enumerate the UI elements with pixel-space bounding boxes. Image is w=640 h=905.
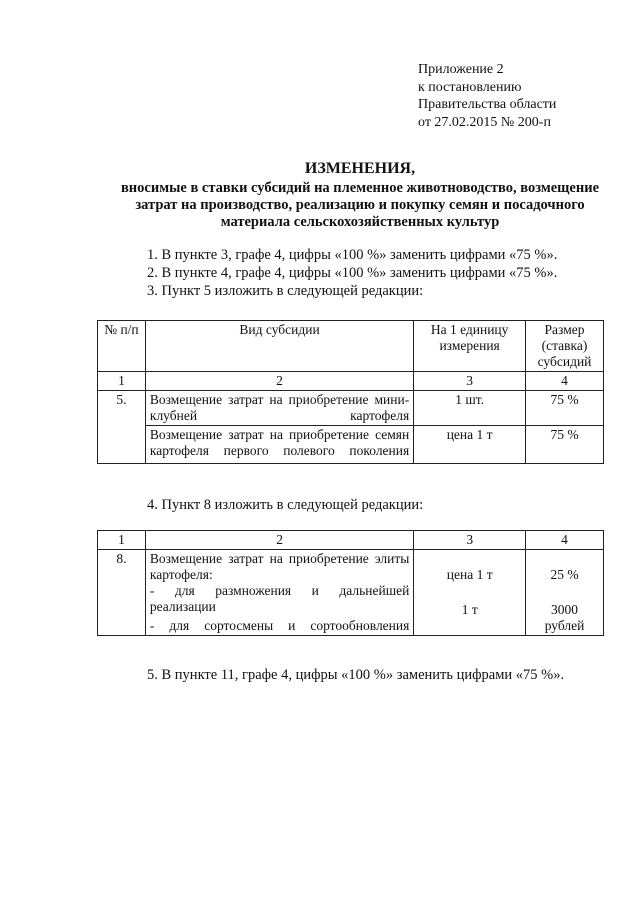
subsidy-description: Возмещение затрат на приобретение элиты картофеля: [149, 551, 410, 582]
title-sub-line: затрат на производство, реализацию и покупку семян и посадочного [135, 197, 585, 213]
table-row [98, 426, 604, 464]
colnum: 4 [526, 372, 604, 391]
change-item: 4. Пункт 8 изложить в следующей редакции: [147, 497, 424, 513]
row-number: 5. [98, 391, 146, 464]
subsidy-description: Возмещение затрат на приобретение семян картофеля первого полевого поколения [145, 426, 413, 464]
rate-value: 3000 рублей [544, 602, 585, 633]
unit-value: цена 1 т [414, 426, 526, 464]
change-item: 1. В пункте 3, графе 4, цифры «100 %» заменить цифрами «75 %». [147, 247, 558, 263]
rate-value: 25 % [550, 567, 579, 582]
table-header-row [98, 321, 604, 372]
colnum: 2 [145, 372, 413, 391]
table-row [98, 391, 604, 426]
rate-value: 75 % [526, 426, 604, 464]
title-sub-line: материала сельскохозяйственных культур [220, 214, 500, 230]
subsidy-table-1 [97, 320, 604, 464]
subsidy-subitem: - для сортосмены и сортообновления [149, 618, 410, 633]
colnum: 3 [414, 372, 526, 391]
header-unit: На 1 единицу измерения [414, 321, 526, 372]
change-item: 2. В пункте 4, графе 4, цифры «100 %» заменить цифрами «75 %». [147, 265, 558, 281]
rate-value: 75 % [526, 391, 604, 426]
appendix-line: от 27.02.2015 № 200-п [418, 114, 551, 130]
table-row [98, 550, 604, 636]
colnum: 1 [98, 531, 146, 550]
subsidy-description-cell [145, 550, 413, 636]
colnum: 4 [526, 531, 604, 550]
title-sub-line: вносимые в ставки субсидий на племенное животноводство, возмещение [120, 180, 600, 196]
colnum: 1 [98, 372, 146, 391]
colnum: 3 [414, 531, 526, 550]
header-number: № п/п [98, 321, 146, 372]
change-item: 3. Пункт 5 изложить в следующей редакции: [147, 283, 424, 299]
appendix-line: Правительства области [418, 97, 557, 112]
unit-cell [414, 550, 526, 636]
header-rate: Размер (ставка) субсидий [526, 321, 604, 372]
rate-cell [526, 550, 604, 636]
row-number: 8. [98, 550, 146, 636]
appendix-header [418, 61, 556, 131]
subsidy-subitem: - для размножения и дальнейшей реализации [149, 583, 410, 614]
unit-value: 1 шт. [414, 391, 526, 426]
subsidy-table-2 [97, 530, 604, 636]
header-subsidy-type: Вид субсидии [145, 321, 413, 372]
colnum: 2 [145, 531, 413, 550]
appendix-line: Приложение 2 [418, 62, 504, 77]
table-colnum-row [98, 531, 604, 550]
subsidy-description: Возмещение затрат на приобретение мини-клубней картофеля [145, 391, 413, 426]
appendix-line: к постановлению [418, 79, 522, 95]
table-colnum-row [98, 372, 604, 391]
change-item: 5. В пункте 11, графе 4, цифры «100 %» заменить цифрами «75 %». [147, 667, 565, 683]
document-title [100, 160, 620, 231]
unit-value: цена 1 т [446, 567, 493, 582]
change-items [147, 246, 557, 300]
title-main: ИЗМЕНЕНИЯ, [304, 160, 416, 177]
unit-value: 1 т [461, 602, 478, 617]
